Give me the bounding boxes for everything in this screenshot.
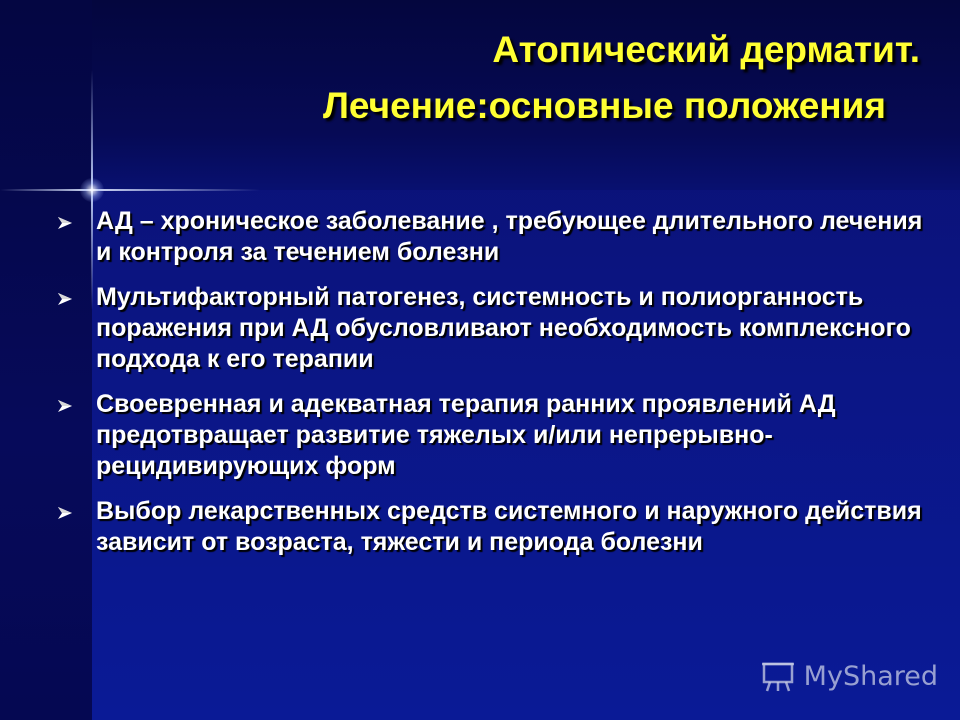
bullet-text: Своевренная и адекватная терапия ранних проявлений АД предотвращает развитие тяжелых и/или непрерывно-рецидивирующих форм <box>96 390 836 480</box>
presentation-board-icon <box>760 658 796 694</box>
bullet-list <box>58 206 938 572</box>
title-line-1: Атопический дерматит. <box>492 29 920 70</box>
bullet-text: АД – хроническое заболевание , требующее длительного лечения и контроля за течением болезни <box>96 207 923 266</box>
bullet-text: Выбор лекарственных средств системного и наружного действия зависит от возраста, тяжести и периода болезни <box>96 497 922 556</box>
watermark-text: MyShared <box>803 660 938 692</box>
slide-title <box>120 22 920 134</box>
watermark <box>760 658 938 694</box>
bullet-item <box>58 282 938 375</box>
sparkle-horizontal-line <box>0 189 260 191</box>
title-line-2: Лечение:основные положения <box>322 85 886 126</box>
arrow-bullet-icon <box>58 217 72 229</box>
sparkle-glow <box>80 178 104 202</box>
arrow-bullet-icon <box>58 293 72 305</box>
bullet-text: Мультифакторный патогенез, системность и полиорганность поражения при АД обусловливают необходимость комплексного подхода к его терапии <box>96 283 911 373</box>
bullet-item <box>58 389 938 482</box>
bullet-item <box>58 496 938 558</box>
arrow-bullet-icon <box>58 400 72 412</box>
arrow-bullet-icon <box>58 507 72 519</box>
bullet-item <box>58 206 938 268</box>
